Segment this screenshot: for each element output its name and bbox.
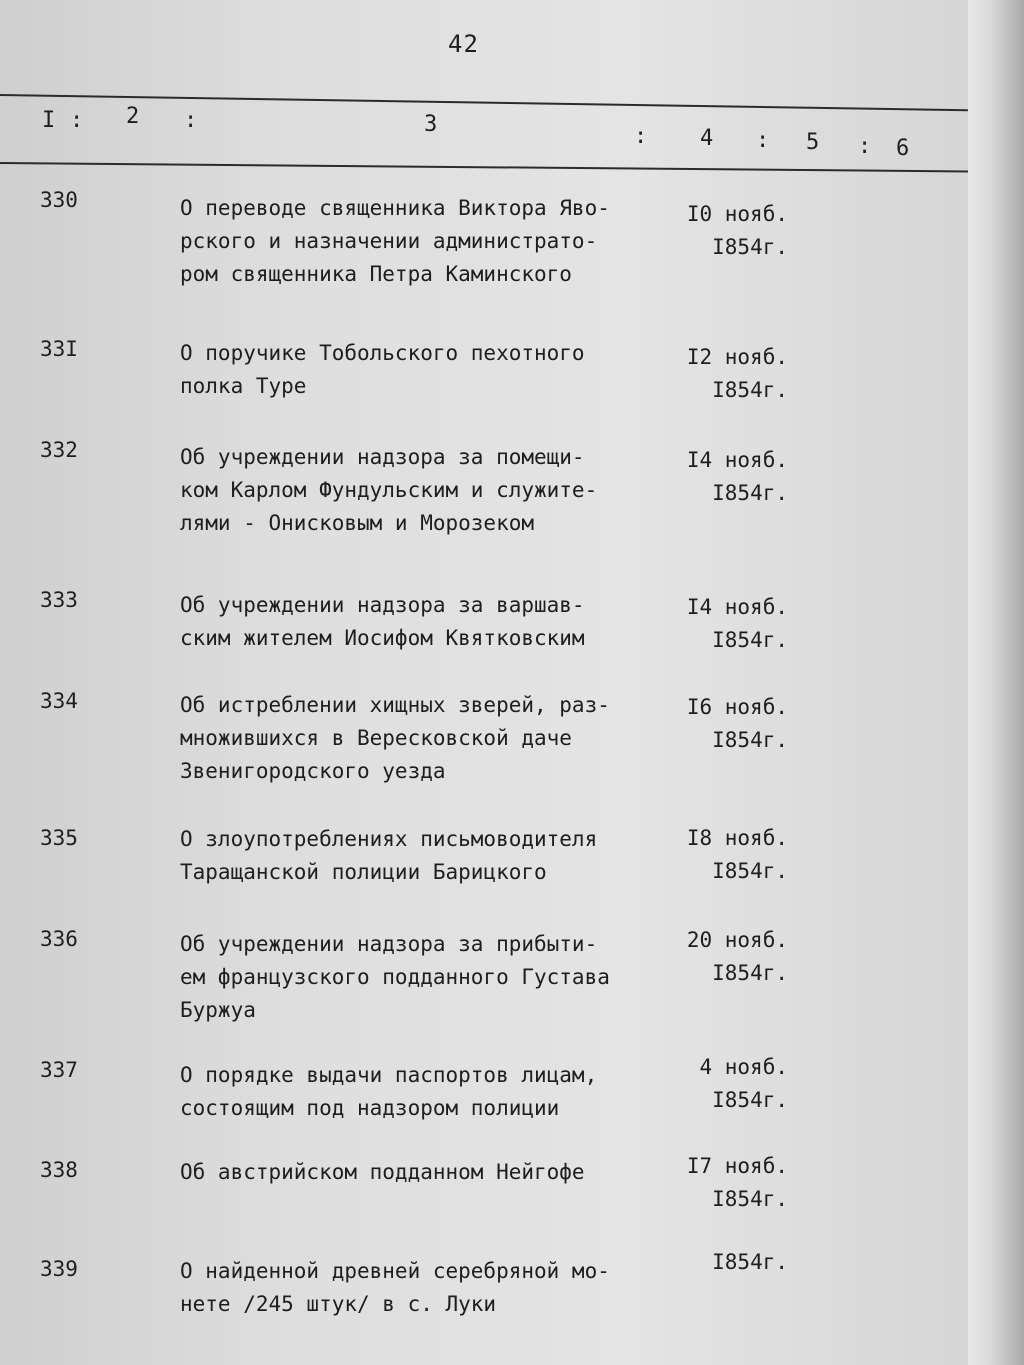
entry-description: О злоупотреблениях письмоводителя Таращанской полиции Барицкого xyxy=(180,827,598,884)
column-header-6: 6 xyxy=(896,136,910,161)
entry-date: I6 нояб. I854г. xyxy=(686,695,788,752)
entry-date: I0 нояб. I854г. xyxy=(686,202,788,259)
entry-description: Об истреблении хищных зверей, раз- множившихся в Вересковской даче Звенигородского уезда xyxy=(180,693,610,783)
column-separator: : xyxy=(858,134,872,159)
entry-date: I2 нояб. I854г. xyxy=(686,345,788,402)
column-separator: : xyxy=(70,108,84,133)
page-number: 42 xyxy=(448,30,479,58)
header-top-rule xyxy=(0,94,968,111)
entry-date: I8 нояб. I854г. xyxy=(686,826,788,883)
column-header-2: 2 xyxy=(126,104,140,129)
header-bottom-rule xyxy=(0,162,968,173)
page-edge xyxy=(968,0,1024,1365)
entry-date: I7 нояб. I854г. xyxy=(686,1154,788,1211)
entry-description: Об австрийском подданном Нейгофе xyxy=(180,1160,585,1184)
column-separator: : xyxy=(756,128,770,153)
entry-description: Об учреждении надзора за прибыти- ем французского подданного Густава Буржуа xyxy=(180,932,610,1022)
entry-description: О поручике Тобольского пехотного полка Туре xyxy=(180,341,585,398)
entry-number: 339 xyxy=(40,1257,78,1281)
entry-number: 336 xyxy=(40,927,78,951)
entry-number: 335 xyxy=(40,826,78,850)
entry-number: 334 xyxy=(40,689,78,713)
entry-date: I4 нояб. I854г. xyxy=(686,448,788,505)
entry-number: 337 xyxy=(40,1058,78,1082)
entry-number: 33I xyxy=(40,337,78,361)
column-separator: : xyxy=(184,108,198,133)
entry-number: 332 xyxy=(40,438,78,462)
column-header-3: 3 xyxy=(424,112,438,137)
entry-description: О порядке выдачи паспортов лицам, состоящим под надзором полиции xyxy=(180,1063,598,1120)
column-separator: : xyxy=(634,124,648,149)
column-header-5: 5 xyxy=(806,130,820,155)
entry-date: 4 нояб. I854г. xyxy=(699,1055,788,1112)
entry-date: I4 нояб. I854г. xyxy=(686,595,788,652)
column-header-4: 4 xyxy=(700,126,714,151)
entry-description: О переводе священника Виктора Яво- рского и назначении администрато- ром священника Петра Каминского xyxy=(180,196,610,286)
entry-number: 333 xyxy=(40,588,78,612)
entry-number: 330 xyxy=(40,188,78,212)
entry-description: Об учреждении надзора за варшав- ским жителем Иосифом Квятковским xyxy=(180,593,585,650)
entry-description: О найденной древней серебряной мо- нете /245 штук/ в с. Луки xyxy=(180,1259,610,1316)
entry-date: 20 нояб. I854г. xyxy=(686,928,788,985)
entry-date: I854г. xyxy=(712,1250,788,1274)
entry-description: Об учреждении надзора за помещи- ком Карлом Фундульским и служите- лями - Онисковым и Морозеком xyxy=(180,445,598,535)
column-header-1: I xyxy=(42,108,56,133)
entry-number: 338 xyxy=(40,1158,78,1182)
